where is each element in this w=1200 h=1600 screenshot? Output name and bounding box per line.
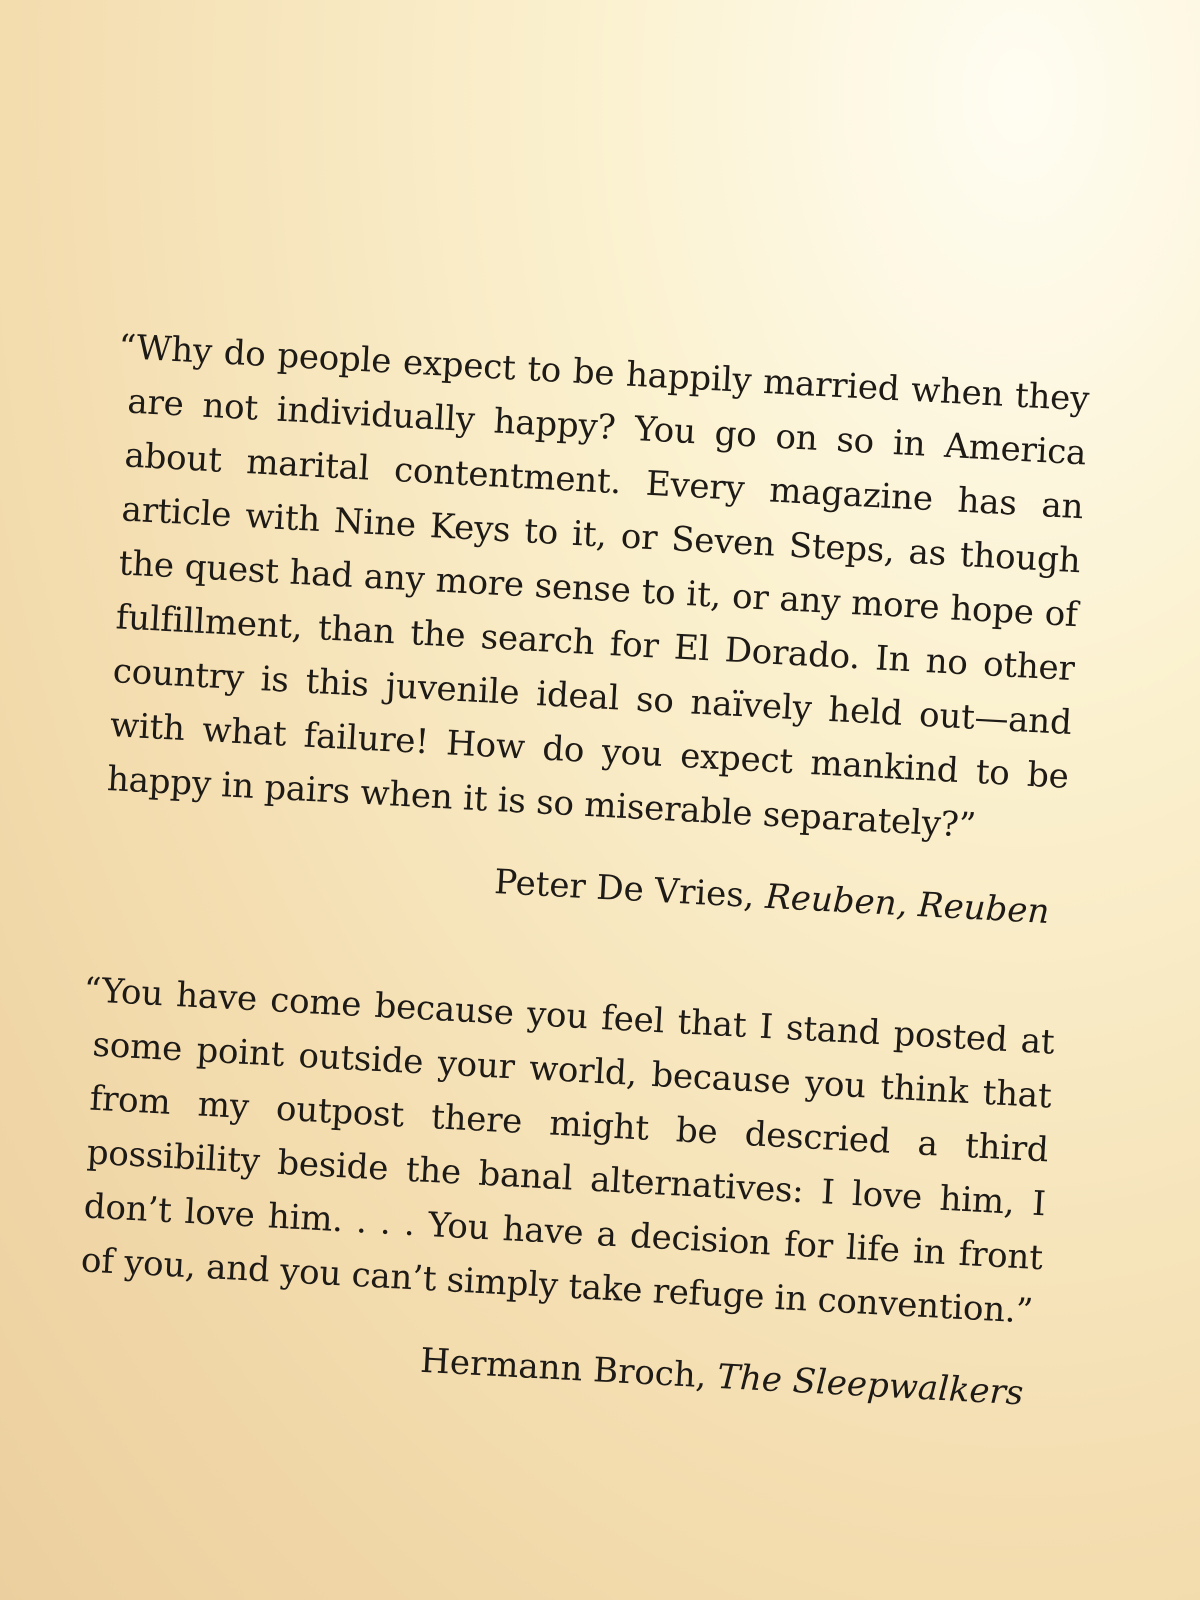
attribution-work: The Sleepwalkers bbox=[716, 1356, 1025, 1414]
epigraph-de-vries bbox=[89, 320, 1118, 941]
attribution-author: Hermann Broch, bbox=[419, 1340, 708, 1397]
epigraph-broch bbox=[63, 963, 1083, 1422]
attribution-author: Peter De Vries, bbox=[493, 862, 756, 917]
quote-text: “Why do people expect to be happily married when they are not individually happy? You go on so in America about marital contentment. Every magazine has an article with Nine Keys to it, or Seven Steps, as though the quest had any more sense to it, or any more hope of fulfillment, than the search for El Dorado. In no other country is this juvenile ideal so naïvely held out—and with what failure! How do you expect mankind to be happy in pairs when it is so miserable separately?” bbox=[106, 326, 1091, 846]
epigraph-section bbox=[63, 320, 1118, 1423]
attribution-work: Reuben, Reuben bbox=[764, 876, 1051, 933]
quote-text: “You have come because you feel that I stand posted at some point outside your world, because you think that from my outpost there might be descried a third possibility beside the banal alternatives: I love him, I don’t love him. . . . You have a decision for life in front of you, and you can’t simply take refuge in convention.” bbox=[80, 970, 1056, 1332]
